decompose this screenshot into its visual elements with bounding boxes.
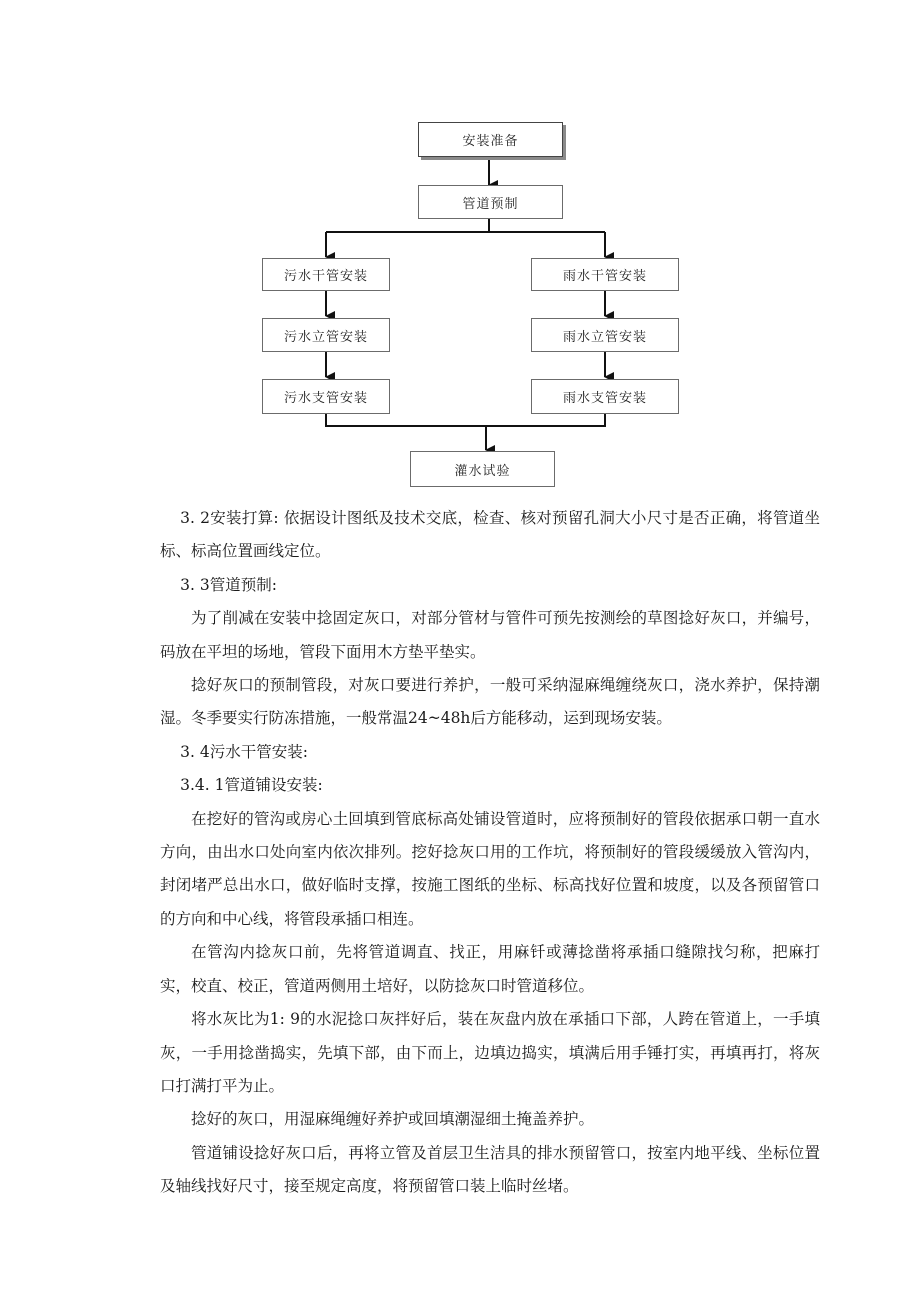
node-prepare: 安装准备 — [418, 122, 563, 157]
heading-3-4-1: 3.4. 1管道铺设安装: — [180, 776, 323, 795]
node-prefab: 管道预制 — [418, 185, 563, 219]
flowchart-connectors — [0, 0, 920, 500]
node-rain-main: 雨水干管安装 — [531, 258, 679, 291]
paragraph-prefab-1: 为了削减在安装中捻固定灰口，对部分管材与管件可预先按测绘的草图捻好灰口，并编号，码放在平坦的场地，管段下面用木方垫平垫实。 — [160, 609, 820, 661]
node-rain-riser: 雨水立管安装 — [531, 318, 679, 352]
heading-3-3: 3. 3管道预制: — [180, 575, 277, 594]
installation-flowchart — [0, 0, 920, 500]
heading-3-4: 3. 4污水干管安装: — [180, 742, 308, 761]
paragraph-3-2: 3. 2安装打算: 依据设计图纸及技术交底，检查、核对预留孔洞大小尺寸是否正确，将管道坐标、标高位置画线定位。 — [160, 509, 820, 561]
node-sewage-main: 污水干管安装 — [262, 258, 390, 291]
paragraph-laying-3: 将水灰比为1: 9的水泥捻口灰拌好后，装在灰盘内放在承插口下部，人跨在管道上，一手填灰，一手用捻凿捣实，先填下部，由下而上，边填边捣实，填满后用手锤打实，再填再打，将灰口打满打平为止。 — [160, 1010, 820, 1095]
paragraph-laying-2: 在管沟内捻灰口前，先将管道调直、找正，用麻钎或薄捻凿将承插口缝隙找匀称，把麻打实，校直、校正，管道两侧用土培好，以防捻灰口时管道移位。 — [160, 943, 820, 995]
node-sewage-branch: 污水支管安装 — [262, 379, 390, 414]
paragraph-laying-4: 捻好的灰口，用湿麻绳缠好养护或回填潮湿细土掩盖养护。 — [191, 1110, 595, 1129]
node-rain-branch: 雨水支管安装 — [531, 379, 679, 414]
paragraph-laying-1: 在挖好的管沟或房心土回填到管底标高处铺设管道时，应将预制好的管段依据承口朝一直水方向，由出水口处向室内依次排列。挖好捻灰口用的工作坑，将预制好的管段缓缓放入管沟内，封闭堵严总出水口，做好临时支撑，按施工图纸的坐标、标高找好位置和坡度，以及各预留管口的方向和中心线，将管段承插口相连。 — [160, 809, 820, 928]
merge-connector — [326, 414, 605, 426]
paragraph-laying-5: 管道铺设捻好灰口后，再将立管及首层卫生洁具的排水预留管口，按室内地平线、坐标位置及轴线找好尺寸，接至规定高度，将预留管口装上临时丝堵。 — [160, 1143, 820, 1196]
node-sewage-riser: 污水立管安装 — [262, 318, 390, 352]
document-body — [160, 502, 820, 1204]
split-connector — [326, 219, 605, 232]
node-water-test: 灌水试验 — [410, 451, 555, 487]
paragraph-prefab-2: 捻好灰口的预制管段，对灰口要进行养护，一般可采纳湿麻绳缠绕灰口，浇水养护，保持潮湿。冬季要实行防冻措施，一般常温24~48h后方能移动，运到现场安装。 — [160, 676, 820, 728]
